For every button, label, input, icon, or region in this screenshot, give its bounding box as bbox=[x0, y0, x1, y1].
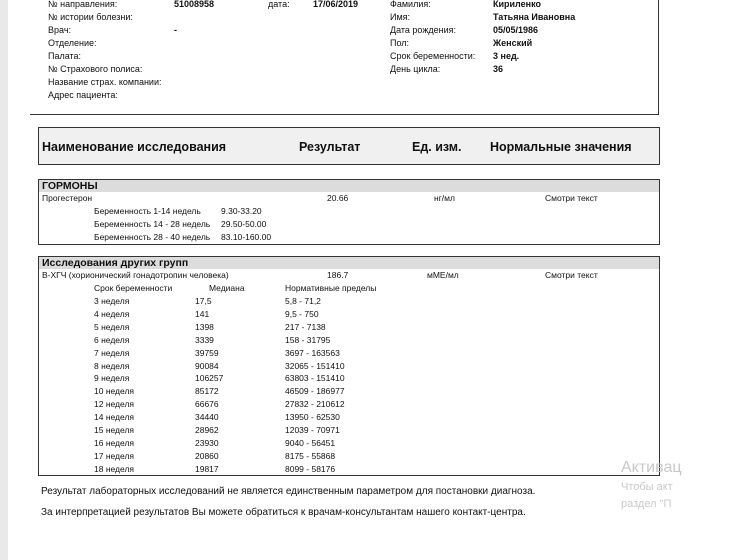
hcg-row-range: 27832 - 210612 bbox=[285, 399, 345, 410]
hcg-row-week: 4 неделя bbox=[94, 308, 130, 319]
date-value: 17/06/2019 bbox=[313, 0, 359, 9]
patient-field-label: Палата: bbox=[48, 51, 82, 61]
hormones-title: ГОРМОНЫ bbox=[39, 180, 659, 192]
hcg-row-range: 63803 - 151410 bbox=[285, 373, 345, 384]
hcg-row-week: 3 неделя bbox=[94, 296, 130, 306]
patient-field-value: - bbox=[174, 25, 177, 35]
other-tests-section bbox=[38, 256, 660, 476]
hcg-row-range: 9040 - 56451 bbox=[285, 437, 336, 448]
reference-label: Беременность 1-14 недель bbox=[94, 206, 201, 216]
patient-field-label: Врач: bbox=[48, 25, 72, 35]
reference-label: Беременность 28 - 40 недель bbox=[94, 232, 211, 242]
hcg-row-median: 1398 bbox=[195, 321, 214, 332]
patient-field-label: Фамилия: bbox=[390, 0, 431, 9]
footer-contact: За интерпретацией результатов Вы можете обратиться к врачам-консультантам нашего контакт-центра. bbox=[41, 507, 526, 518]
hcg-row-week: 18 неделя bbox=[94, 463, 135, 474]
patient-field-label: Дата рождения: bbox=[390, 25, 456, 35]
patient-field-value: 3 нед. bbox=[493, 51, 520, 61]
patient-field-value: 36 bbox=[493, 64, 504, 74]
hcg-row-median: 3339 bbox=[195, 334, 214, 345]
hcg-row-range: 3697 - 163563 bbox=[285, 347, 340, 358]
hcg-row-range: 9,5 - 750 bbox=[285, 308, 319, 319]
patient-field-label: № направления: bbox=[48, 0, 118, 9]
patient-field-label: № Страхового полиса: bbox=[48, 64, 143, 74]
hcg-row-range: 32065 - 151410 bbox=[285, 360, 345, 371]
hcg-row-week: 5 неделя bbox=[94, 321, 130, 332]
patient-field-label: День цикла: bbox=[390, 64, 441, 74]
hcg-row-median: 85172 bbox=[195, 386, 219, 397]
hcg-row-week: 10 неделя bbox=[94, 386, 135, 397]
hcg-row-median: 20860 bbox=[195, 450, 219, 461]
reference-label: Беременность 14 - 28 недель bbox=[94, 219, 211, 229]
hcg-row-week: 6 неделя bbox=[94, 334, 130, 345]
patient-field-value: Женский bbox=[493, 38, 533, 48]
patient-field-label: Имя: bbox=[390, 12, 411, 22]
hcg-row-median: 19817 bbox=[195, 463, 219, 474]
hcg-norm: Смотри текст bbox=[545, 270, 598, 280]
reference-range: 29.50-50.00 bbox=[221, 219, 267, 229]
hcg-header-week: Срок беременности bbox=[94, 283, 173, 293]
hcg-row-week: 9 неделя bbox=[94, 373, 130, 384]
progesterone-unit: нг/мл bbox=[434, 193, 455, 203]
patient-field-label: № истории болезни: bbox=[48, 12, 133, 22]
patient-field-label: Адрес пациента: bbox=[48, 90, 118, 100]
patient-field-label: Отделение: bbox=[48, 38, 97, 48]
date-label: дата: bbox=[268, 0, 290, 9]
hcg-row-week: 16 неделя bbox=[94, 437, 135, 448]
progesterone-name: Прогестерон bbox=[42, 193, 93, 203]
patient-field-label: Срок беременности: bbox=[390, 51, 476, 61]
patient-field-label: Пол: bbox=[390, 38, 410, 48]
column-result: Результат bbox=[299, 140, 361, 154]
hcg-row-median: 28962 bbox=[195, 425, 219, 435]
hcg-row-range: 13950 - 62530 bbox=[285, 412, 340, 423]
reference-range: 83.10-160.00 bbox=[221, 232, 272, 242]
hcg-row-median: 106257 bbox=[195, 373, 224, 384]
hcg-result: 186.7 bbox=[327, 270, 349, 280]
hcg-row-range: 5,8 - 71,2 bbox=[285, 296, 321, 306]
activation-watermark-line2: раздел "П bbox=[621, 498, 672, 510]
patient-field-value: Кириленко bbox=[493, 0, 541, 9]
patient-field-value: 51008958 bbox=[174, 0, 215, 9]
hcg-row-median: 39759 bbox=[195, 347, 219, 358]
patient-field-value: Татьяна Ивановна bbox=[493, 12, 576, 22]
reference-range: 9.30-33.20 bbox=[221, 206, 262, 216]
footer-disclaimer: Результат лабораторных исследований не является единственным параметром для постановки диагноза. bbox=[41, 486, 536, 497]
column-name: Наименование исследования bbox=[42, 140, 227, 154]
hcg-row-median: 66676 bbox=[195, 399, 219, 410]
hcg-row-range: 12039 - 70971 bbox=[285, 425, 340, 435]
hcg-row-week: 17 неделя bbox=[94, 450, 135, 461]
activation-watermark-title: Активац bbox=[621, 459, 682, 476]
hcg-row-range: 8099 - 58176 bbox=[285, 463, 336, 474]
hcg-row-range: 158 - 31795 bbox=[285, 334, 331, 345]
column-unit: Ед. изм. bbox=[412, 140, 462, 154]
hormones-section bbox=[38, 179, 660, 245]
patient-field-value: 05/05/1986 bbox=[493, 25, 539, 35]
hcg-row-week: 14 неделя bbox=[94, 412, 135, 423]
hcg-row-median: 90084 bbox=[195, 360, 219, 371]
hcg-header-range: Нормативные пределы bbox=[285, 283, 377, 293]
hcg-row-week: 15 неделя bbox=[94, 425, 135, 435]
hcg-row-week: 8 неделя bbox=[94, 360, 130, 371]
column-norm: Нормальные значения bbox=[490, 140, 632, 154]
hcg-row-median: 23930 bbox=[195, 437, 219, 448]
column-header-bar bbox=[38, 127, 660, 165]
hcg-row-range: 217 - 7138 bbox=[285, 321, 326, 332]
patient-field-label: Название страх. компании: bbox=[48, 77, 162, 87]
hcg-row-median: 34440 bbox=[195, 412, 219, 423]
hcg-row-median: 141 bbox=[195, 308, 210, 319]
progesterone-result: 20.66 bbox=[327, 193, 349, 203]
hcg-unit: мМЕ/мл bbox=[427, 270, 459, 280]
other-tests-title: Исследования других групп bbox=[39, 257, 659, 269]
hcg-header-median: Медиана bbox=[209, 283, 245, 293]
hcg-row-range: 8175 - 55868 bbox=[285, 450, 336, 461]
hcg-name: B-ХГЧ (хорионический гонадотропин человека) bbox=[42, 270, 229, 280]
activation-watermark-line1: Чтобы акт bbox=[621, 481, 673, 493]
viewer-left-edge bbox=[0, 0, 8, 560]
hcg-row-range: 46509 - 186977 bbox=[285, 386, 345, 397]
hcg-row-week: 7 неделя bbox=[94, 347, 130, 358]
hcg-row-median: 17,5 bbox=[195, 296, 212, 306]
progesterone-norm: Смотри текст bbox=[545, 193, 598, 203]
hcg-row-week: 12 неделя bbox=[94, 399, 135, 410]
